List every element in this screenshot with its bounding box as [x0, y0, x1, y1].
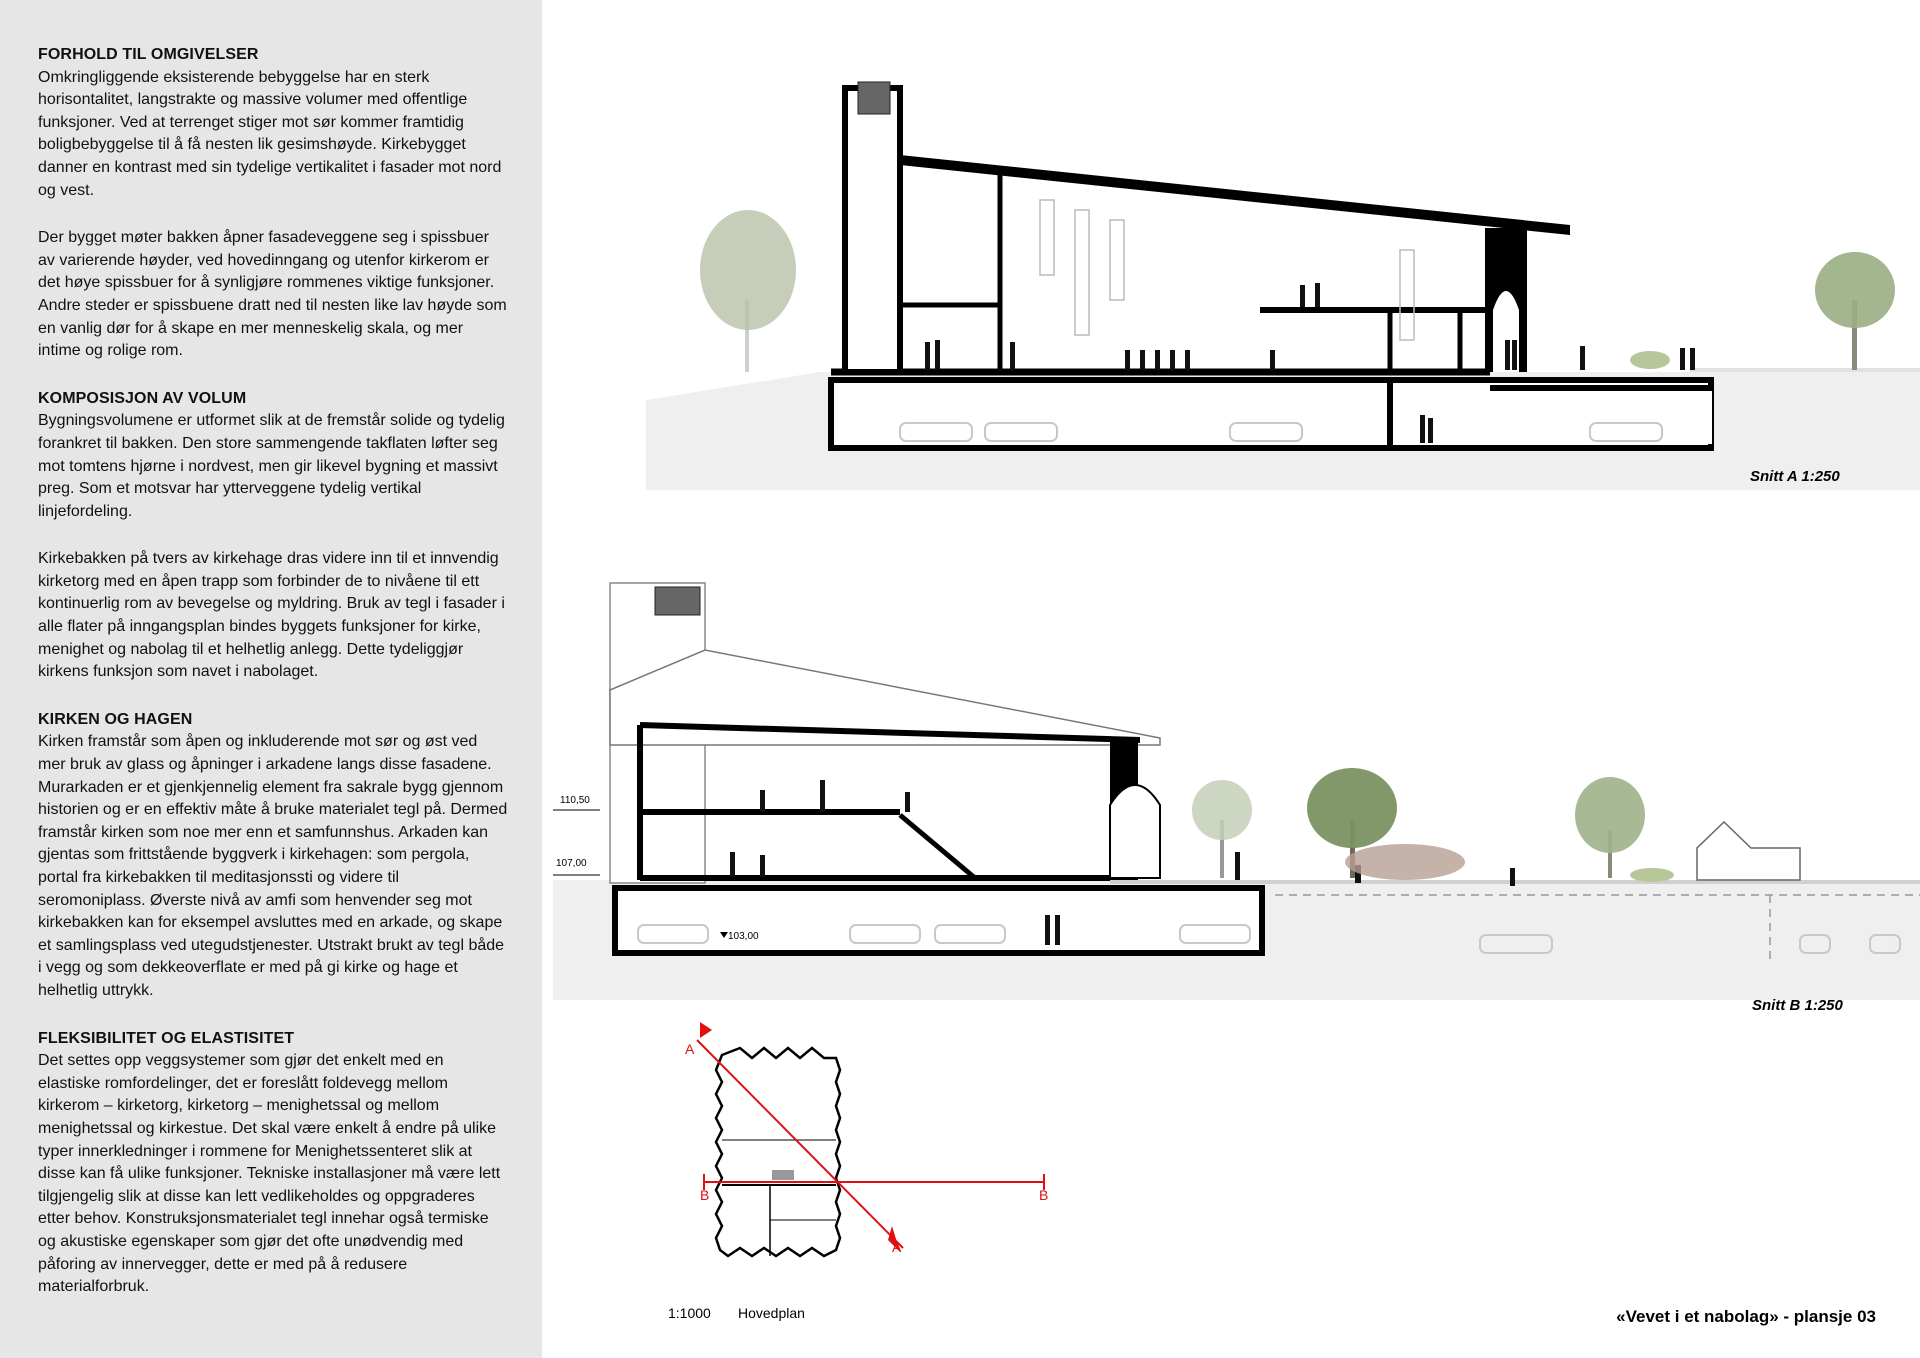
section-heading: KIRKEN OG HAGEN [38, 710, 193, 728]
section-body: Bygningsvolumene er utformet slik at de fremstår solide og tydelig forankret til bakken. Den store sammengende takflaten løfter seg mot tomtens hjørne i nordvest, men gir likevel bygning et massivt preg. Som et motsvar har ytterveggene tydelig vertikal linjefordeling. [38, 412, 505, 520]
cut-marker-a-top: A [685, 1041, 695, 1057]
section-a-window [1110, 220, 1124, 300]
section-a-tower [845, 88, 900, 372]
section-b-tower-grille [655, 587, 700, 615]
section-heading: FORHOLD TIL OMGIVELSER [38, 46, 259, 63]
cut-marker-a-bottom: A [892, 1239, 902, 1255]
section-a-window [1040, 200, 1054, 275]
section-body: Det settes opp veggsystemer som gjør det enkelt med en elastiske romfordelinger, det er foreslått foldevegg mellom kirkerom – kirketorg, kirketorg – menighetssal og mellom menighetssal og kirkestue. Det skal være enkelt å endre på ulike typer innerkledninger i rommene for Menighetssenteret slik at disse kan få ulike funksjoner. Tekniske installasjoner må være lett tilgjengelig slik at disse kan lett vedlikeholdes og oppgraderes etter behov. Konstruksjonsmaterialet tegl innehar også termiske og akustiske egenskaper som gjør det ofte unødvendig med påforing av innervegger, dette er med på å redusere materialforbruk. [38, 1052, 501, 1296]
section-a-window [1075, 210, 1089, 335]
section-b-label: Snitt B 1:250 [1752, 997, 1843, 1014]
section-b [553, 583, 1920, 1014]
section-body: Kirken framstår som åpen og inkluderende mot sør og øst ved mer bruk av glass og åpninger i arkadene langs disse fasadene. Murarkaden er et gjenkjennelig element fra sakrale bygg gjennom historien og er en effektiv måte å bruke materialet tegl på. Dermed framstår kirken som noe mer enn et samfunnshus. Arkaden kan gjentas som frittstående byggverk i kirkehagen: som pergola, portal fra kirkebakken til meditasjonssti og videre til seromoniplass. Øverste nivå av amfi som henvender seg mot kirkebakken kan for eksempel avsluttes med en arkade, og skape et samlingsplass ved utegudstjenester. Utstrakt brukt av tegl både i vegg og som dekkeoverflate er med på gi kirke og hage et helhetlig uttrykk. [38, 733, 508, 999]
level-110-50: 110,50 [560, 795, 590, 806]
cut-arrow-a-top [700, 1022, 712, 1038]
section-a-basement-step [1490, 388, 1712, 444]
plan-stair-block [772, 1170, 794, 1180]
section-a-ground-right [1690, 368, 1920, 372]
site-plan [668, 1022, 1048, 1321]
section-body: Der bygget møter bakken åpner fasadeveggene seg i spissbuer av varierende høyder, ved hovedinngang og utenfor kirkerom er det høye spissbuer for å synligjøre rommenes viktige funksjoner. Andre steder er spissbuene dratt ned til nesten like lav høyde som en vanlig dør for å skape en mer menneskelig skala, og mer intime og rolige rom. [38, 229, 507, 360]
section-b-arch [1110, 785, 1160, 878]
section-heading: FLEKSIBILITET OG ELASTISITET [38, 1029, 295, 1047]
section-b-trees [1192, 768, 1674, 882]
section-a [646, 82, 1920, 490]
section-a-label: Snitt A 1:250 [1750, 468, 1840, 485]
sheet-title: «Vevet i et nabolag» - plansje 03 [1616, 1307, 1876, 1326]
section-heading: KOMPOSISJON AV VOLUM [38, 389, 247, 407]
section-b-neighbour-house [1697, 822, 1800, 880]
level-107-00: 107,00 [556, 858, 587, 869]
section-a-tower-grille [858, 82, 890, 114]
section-b-stair [900, 815, 975, 878]
level-103-00: 103,00 [728, 931, 759, 942]
section-body: Kirkebakken på tvers av kirkehage dras videre inn til et innvendig kirketorg med en åpen trapp som forbinder de to nivåene til ett kontinuerlig rom av bevegelse og myldring. Bruk av tegl i fasader i alle flater på inngangsplan bindes byggets funksjoner for kirke, menighet og nabolag til et helhetlig anlegg. Dette tydeliggjør kirkens funksjon som navet i nabolaget. [38, 550, 505, 681]
section-body: Omkringliggende eksisterende bebyggelse har en sterk horisontalitet, langstrakte og massive volumer med offentlige funksjoner. Ved at terrenget stiger mot sør kommer framtidig boligbebyggelse til å få nesten lik gesimshøyde. Kirkebygget danner en kontrast med sin tydelige vertikalitet i fasader mot nord og vest. [38, 68, 502, 199]
cut-marker-b-left: B [700, 1187, 710, 1203]
cut-marker-b-right: B [1039, 1187, 1049, 1203]
section-a-window [1400, 250, 1414, 340]
plan-scale: 1:1000 [668, 1305, 711, 1321]
plan-label: Hovedplan [738, 1305, 805, 1321]
